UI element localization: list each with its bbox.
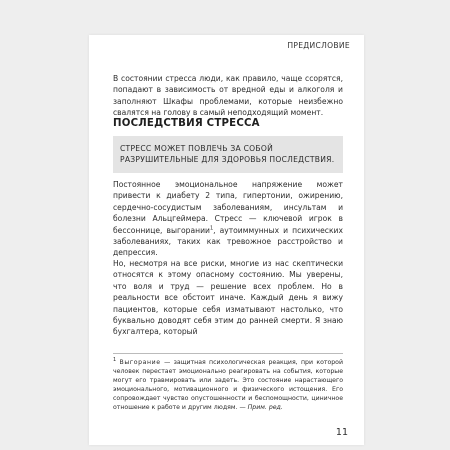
paragraph-intro: В состоянии стресса люди, как правило, чаще ссорятся, попадают в зависимость от вредной еды и алкоголя и заполняют Шкафы проблемами, которые неизбежно свалятся на голову в самый неподходящий момент. [113, 74, 343, 118]
section-title: ПОСЛЕДСТВИЯ СТРЕССА [113, 118, 260, 129]
callout-box [113, 136, 343, 173]
paragraph-consequences-part-1: Постоянное эмоциональное напряжение может привести к диабету 2 типа, гипертонии, ожирению, сердечно-сосудистым заболеваниям, инсультам и болезни Альцгеймера. Стресс — ключевой игрок в бессоннице, выгорании [113, 180, 343, 235]
callout-text: СТРЕСС МОЖЕТ ПОВЛЕЧЬ ЗА СОБОЙ РАЗРУШИТЕЛЬНЫЕ ДЛЯ ЗДОРОВЬЯ ПОСЛЕДСТВИЯ. [120, 144, 335, 165]
book-page [89, 35, 364, 445]
footnote-marker: 1 [113, 356, 117, 363]
page-number: 11 [335, 427, 348, 438]
footnote-reference: 1 [209, 225, 214, 232]
footnote-body: — защитная психологическая реакция, при которой человек перестает эмоционально реагировать на события, которые могут его травмировать или задеть. Это состояние нарастающего эмоционального, мотивационного и физического истощения. Его сопровождает чувство опустошенности и беспомощности, циничное отношение к работе и другим людям. — [113, 359, 343, 412]
footnote-credit: Прим. ред. [247, 404, 283, 412]
paragraph-skepticism: Но, несмотря на все риски, многие из нас скептически относятся к этому опасному состоянию. Мы уверены, что воля и труд — решение всех проблем. Но в реальности все обстоит иначе. Каждый день я вижу пациентов, которые себя изматывают настолько, что буквально доводят себя этим до ранней смерти. Я знаю бухгалтера, который [113, 259, 343, 337]
paragraph-consequences [113, 179, 343, 259]
footnote [113, 358, 343, 413]
running-head: ПРЕДИСЛОВИЕ [287, 41, 350, 50]
footnote-divider [113, 353, 343, 354]
footnote-term: Выгорание [119, 359, 161, 366]
paragraph-consequences-part-2: , аутоиммунных и психических заболеваниях, таких как тревожное расстройство и депрессия. [113, 225, 343, 258]
